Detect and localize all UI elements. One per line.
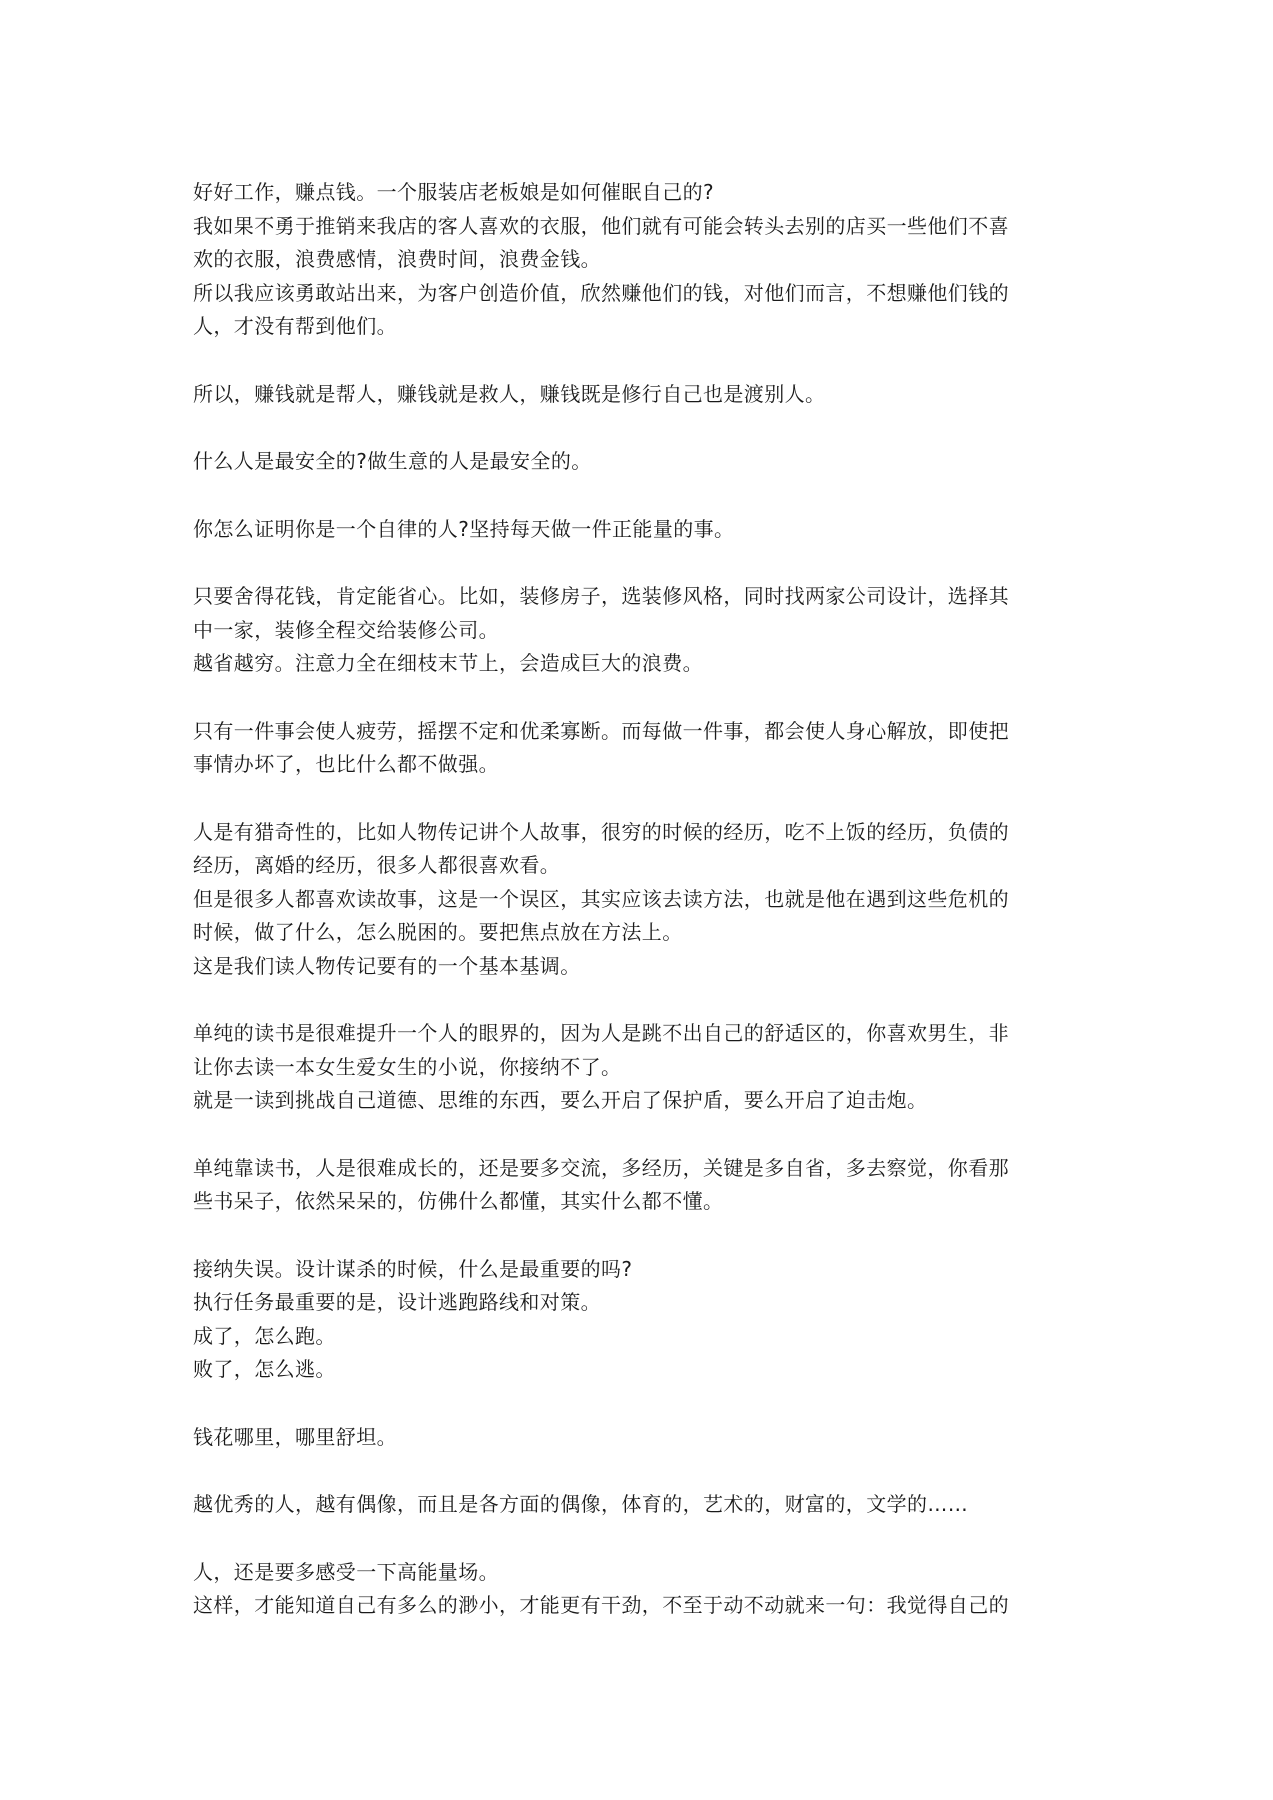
text-line: 只要舍得花钱，肯定能省心。比如，装修房子，选装修风格，同时找两家公司设计，选择其 xyxy=(193,584,1009,608)
paragraph-13 xyxy=(193,1556,1093,1623)
text-line: 成了，怎么跑。 xyxy=(193,1323,336,1348)
text-line: 只有一件事会使人疲劳，摇摆不定和优柔寡断。而每做一件事，都会使人身心解放，即使把 xyxy=(193,718,1009,743)
text-line: 事情办坏了，也比什么都不做强。 xyxy=(193,752,499,776)
text-line: 接纳失误。设计谋杀的时候，什么是最重要的吗? xyxy=(193,1256,633,1281)
paragraph-11 xyxy=(193,1421,1093,1455)
text-line: 你怎么证明你是一个自律的人?坚持每天做一件正能量的事。 xyxy=(193,516,735,541)
text-line: 人，还是要多感受一下高能量场。 xyxy=(193,1559,499,1584)
text-line: 就是一读到挑战自己道德、思维的东西，要么开启了保护盾，要么开启了迫击炮。 xyxy=(193,1088,928,1112)
text-line: 执行任务最重要的是，设计逃跑路线和对策。 xyxy=(193,1290,601,1314)
text-line: 这样，才能知道自己有多么的渺小，才能更有干劲，不至于动不动就来一句：我觉得自己的 xyxy=(193,1593,1009,1617)
paragraph-3 xyxy=(193,445,1093,479)
text-line: 些书呆子，依然呆呆的，仿佛什么都懂，其实什么都不懂。 xyxy=(193,1189,724,1213)
paragraph-12 xyxy=(193,1488,1093,1522)
paragraph-2 xyxy=(193,378,1093,412)
text-line: 人，才没有帮到他们。 xyxy=(193,314,397,338)
text-line: 人是有猎奇性的，比如人物传记讲个人故事，很穷的时候的经历，吃不上饭的经历，负债的 xyxy=(193,819,1009,844)
document-page xyxy=(193,176,1093,1657)
text-line: 中一家，装修全程交给装修公司。 xyxy=(193,617,499,642)
text-line: 越优秀的人，越有偶像，而且是各方面的偶像，体育的，艺术的，财富的，文学的…… xyxy=(193,1492,969,1516)
text-line: 但是很多人都喜欢读故事，这是一个误区，其实应该去读方法，也就是他在遇到这些危机的 xyxy=(193,886,1009,911)
text-line: 败了，怎么逃。 xyxy=(193,1357,336,1381)
text-line: 钱花哪里，哪里舒坦。 xyxy=(193,1424,397,1449)
paragraph-6 xyxy=(193,715,1093,782)
text-line: 我如果不勇于推销来我店的客人喜欢的衣服，他们就有可能会转头去别的店买一些他们不喜 xyxy=(193,213,1009,238)
paragraph-8 xyxy=(193,1017,1093,1118)
paragraph-5 xyxy=(193,580,1093,681)
text-line: 时候，做了什么，怎么脱困的。要把焦点放在方法上。 xyxy=(193,920,683,944)
paragraph-4 xyxy=(193,513,1093,547)
paragraph-10 xyxy=(193,1253,1093,1387)
text-line: 这是我们读人物传记要有的一个基本基调。 xyxy=(193,953,581,978)
text-line: 单纯的读书是很难提升一个人的眼界的，因为人是跳不出自己的舒适区的，你喜欢男生，非 xyxy=(193,1021,1009,1045)
text-line: 所以，赚钱就是帮人，赚钱就是救人，赚钱既是修行自己也是渡别人。 xyxy=(193,381,826,406)
text-line: 让你去读一本女生爱女生的小说，你接纳不了。 xyxy=(193,1054,622,1079)
paragraph-7 xyxy=(193,816,1093,984)
text-line: 好好工作，赚点钱。一个服装店老板娘是如何催眠自己的? xyxy=(193,180,715,204)
text-line: 越省越穷。注意力全在细枝末节上，会造成巨大的浪费。 xyxy=(193,651,703,675)
paragraph-9 xyxy=(193,1152,1093,1219)
text-line: 什么人是最安全的?做生意的人是最安全的。 xyxy=(193,449,592,473)
paragraph-1 xyxy=(193,176,1093,344)
text-line: 单纯靠读书，人是很难成长的，还是要多交流，多经历，关键是多自省，多去察觉，你看那 xyxy=(193,1155,1009,1180)
text-line: 欢的衣服，浪费感情，浪费时间，浪费金钱。 xyxy=(193,247,601,271)
text-line: 经历，离婚的经历，很多人都很喜欢看。 xyxy=(193,853,561,877)
text-line: 所以我应该勇敢站出来，为客户创造价值，欣然赚他们的钱，对他们而言，不想赚他们钱的 xyxy=(193,280,1009,305)
